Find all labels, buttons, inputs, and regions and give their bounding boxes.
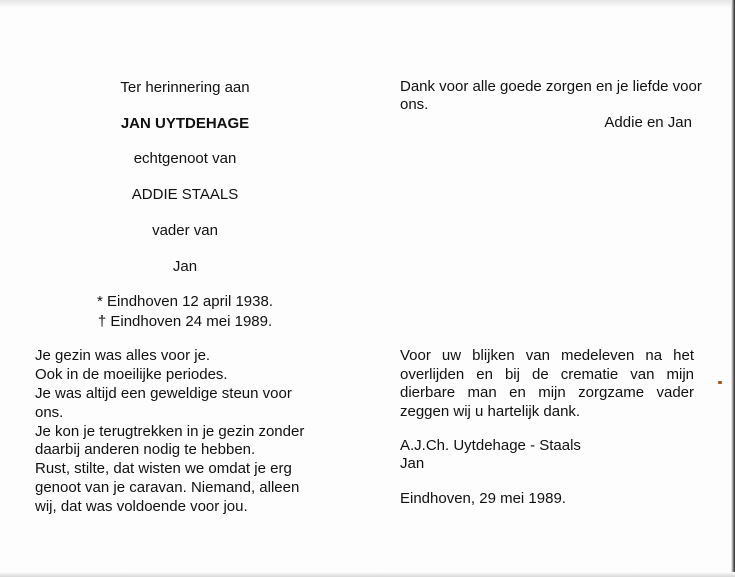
poem-line: Je was altijd een geweldige steun voor [35, 384, 292, 402]
family-name: Jan [400, 455, 425, 472]
acknowledgement-block [400, 347, 694, 422]
spouse-label: echtgenoot van [133, 150, 237, 167]
acknowledgement-line: Voor uw blijken van medeleven na het [400, 347, 694, 364]
spouse-name: ADDIE STAALS [131, 186, 239, 203]
memorial-title: Ter herinnering aan [120, 79, 250, 96]
acknowledgement-line: dierbare man en mijn zorgzame vader [400, 384, 694, 402]
card-top-edge [0, 0, 735, 8]
family-name: A.J.Ch. Uytdehage - Staals [400, 437, 581, 454]
family-signature [400, 437, 581, 473]
death-line: † Eindhoven 24 mei 1989. [97, 313, 273, 330]
poem-line: Je kon je terugtrekken in je gezin zonder [35, 422, 305, 440]
acknowledgement-line: overlijden en bij de crematie van mijn [400, 365, 694, 383]
card-right-edge [731, 0, 735, 577]
birth-line: * Eindhoven 12 april 1938. [97, 293, 273, 310]
poem-line: daarbij anderen nodig te hebben. [35, 441, 256, 459]
poem-block [35, 347, 365, 517]
poem-line: Rust, stilte, dat wisten we omdat je erg [35, 460, 292, 478]
card-bottom-edge [0, 572, 735, 577]
poem-line: Ook in de moeilijke periodes. [35, 365, 228, 383]
child-name: Jan [172, 258, 198, 275]
poem-line: Je gezin was alles voor je. [35, 347, 211, 364]
acknowledgement-line: zeggen wij u hartelijk dank. [400, 403, 581, 421]
thanks-signature: Addie en Jan [604, 114, 692, 131]
paper-speck [718, 381, 722, 384]
poem-line: wij, dat was voldoende voor jou. [35, 498, 248, 516]
poem-line: ons. [35, 403, 64, 421]
poem-line: genoot van je caravan. Niemand, alleen [35, 479, 300, 497]
thanks-message: Dank voor alle goede zorgen en je liefde voor ons. [400, 78, 702, 113]
father-label: vader van [152, 222, 218, 239]
deceased-name: JAN UYTDEHAGE [120, 115, 250, 132]
place-date: Eindhoven, 29 mei 1989. [400, 490, 566, 507]
